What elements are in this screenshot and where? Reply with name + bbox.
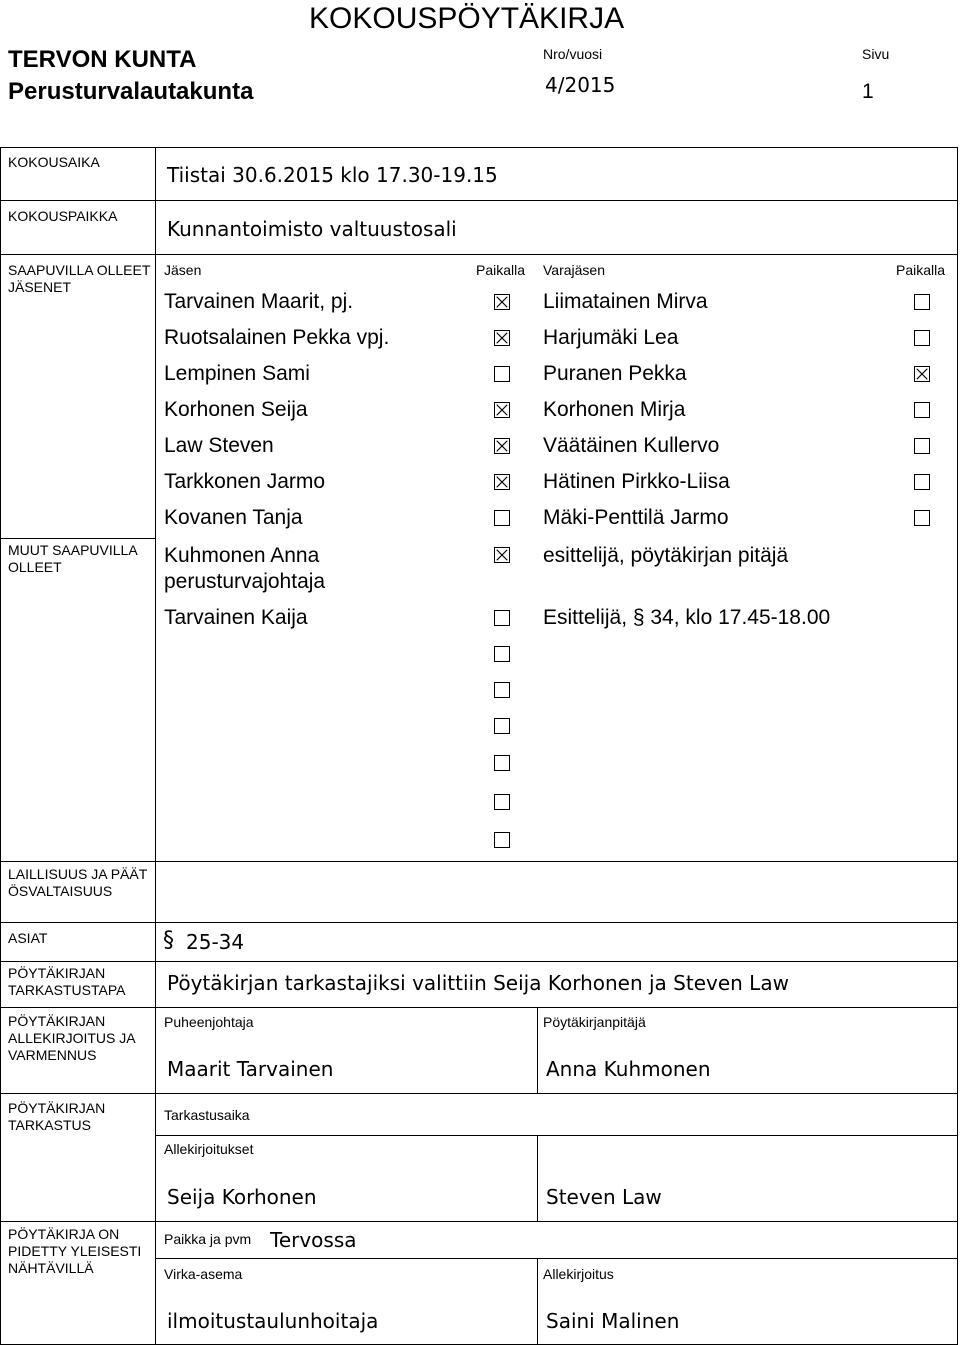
member-present-checkbox[interactable]: [494, 402, 510, 418]
other-name: Tarvainen Kaija: [164, 606, 308, 629]
place-date-value: Tervossa: [270, 1228, 357, 1252]
member-present-checkbox[interactable]: [494, 474, 510, 490]
member-name: Korhonen Seija: [164, 398, 308, 421]
deputy-column-header: Varajäsen: [543, 262, 606, 278]
chair-value: Maarit Tarvainen: [167, 1057, 334, 1081]
other-name: Kuhmonen Anna: [164, 544, 320, 567]
others-label: MUUT SAAPUVILLA OLLEET: [8, 542, 137, 575]
deputy-present-checkbox[interactable]: [914, 294, 930, 310]
member-present-checkbox[interactable]: [494, 330, 510, 346]
secretary-label: Pöytäkirjanpitäjä: [543, 1014, 646, 1030]
inspection-method-label: PÖYTÄKIRJAN TARKASTUSTAPA: [8, 965, 126, 998]
number-year-label: Nro/vuosi: [543, 46, 603, 62]
other-role: Esittelijä, § 34, klo 17.45-18.00: [543, 606, 831, 629]
deputy-name: Puranen Pekka: [543, 362, 687, 385]
public-display-label: PÖYTÄKIRJA ON PIDETTY YLEISESTI NÄHTÄVILLÄ: [8, 1226, 142, 1276]
other-present-checkbox[interactable]: [494, 547, 510, 563]
deputy-name: Hätinen Pirkko-Liisa: [543, 470, 730, 493]
member-name: Law Steven: [164, 434, 274, 457]
deputy-present-checkbox[interactable]: [914, 438, 930, 454]
document-title: KOKOUSPÖYTÄKIRJA: [309, 2, 625, 35]
deputy-present-checkbox[interactable]: [914, 402, 930, 418]
position-value: ilmoitustaulunhoitaja: [167, 1309, 379, 1333]
inspection-method-value: Pöytäkirjan tarkastajiksi valittiin Seija Korhonen ja Steven Law: [167, 971, 789, 995]
signatures-label: Allekirjoitukset: [164, 1141, 254, 1157]
member-present-checkbox[interactable]: [494, 438, 510, 454]
other-title: perusturvajohtaja: [164, 570, 326, 593]
empty-checkbox[interactable]: [494, 755, 510, 771]
members-label: SAAPUVILLA OLLEET JÄSENET: [8, 262, 151, 295]
number-year-value: 4/2015: [545, 73, 616, 97]
member-name: Ruotsalainen Pekka vpj.: [164, 326, 390, 349]
member-present-column-header: Paikalla: [476, 262, 526, 278]
inspection-label: PÖYTÄKIRJAN TARKASTUS: [8, 1100, 106, 1133]
page-number: 1: [862, 80, 874, 103]
meeting-time-value: Tiistai 30.6.2015 klo 17.30-19.15: [167, 163, 498, 187]
deputy-name: Mäki-Penttilä Jarmo: [543, 506, 729, 529]
deputy-present-checkbox[interactable]: [914, 474, 930, 490]
items-value: 25-34: [186, 930, 245, 954]
deputy-present-column-header: Paikalla: [896, 262, 946, 278]
signer-1: Seija Korhonen: [167, 1185, 317, 1209]
deputy-present-checkbox[interactable]: [914, 330, 930, 346]
empty-checkbox[interactable]: [494, 682, 510, 698]
meeting-place-value: Kunnantoimisto valtuustosali: [167, 217, 457, 241]
deputy-name: Väätäinen Kullervo: [543, 434, 720, 457]
member-present-checkbox[interactable]: [494, 510, 510, 526]
member-present-checkbox[interactable]: [494, 366, 510, 382]
empty-checkbox[interactable]: [494, 794, 510, 810]
signer-2: Steven Law: [546, 1185, 662, 1209]
municipality-name: TERVON KUNTA: [8, 46, 197, 73]
committee-name: Perusturvalautakunta: [8, 78, 254, 105]
chair-label: Puheenjohtaja: [164, 1014, 254, 1030]
items-label: ASIAT: [8, 930, 48, 946]
position-label: Virka-asema: [164, 1266, 243, 1282]
deputy-present-checkbox[interactable]: [914, 366, 930, 382]
page-label: Sivu: [862, 46, 890, 62]
empty-checkbox[interactable]: [494, 646, 510, 662]
member-name: Tarkkonen Jarmo: [164, 470, 326, 493]
meeting-time-label: KOKOUSAIKA: [8, 154, 100, 170]
section-symbol: §: [163, 928, 174, 953]
signature-label: Allekirjoitus: [543, 1266, 614, 1282]
empty-checkbox[interactable]: [494, 832, 510, 848]
secretary-value: Anna Kuhmonen: [546, 1057, 711, 1081]
other-role: esittelijä, pöytäkirjan pitäjä: [543, 544, 789, 567]
member-column-header: Jäsen: [164, 262, 202, 278]
member-present-checkbox[interactable]: [494, 294, 510, 310]
deputy-name: Korhonen Mirja: [543, 398, 686, 421]
deputy-name: Liimatainen Mirva: [543, 290, 708, 313]
member-name: Lempinen Sami: [164, 362, 310, 385]
signing-label: PÖYTÄKIRJAN ALLEKIRJOITUS JA VARMENNUS: [8, 1013, 135, 1063]
empty-checkbox[interactable]: [494, 718, 510, 734]
member-name: Tarvainen Maarit, pj.: [164, 290, 354, 313]
signature-value: Saini Malinen: [546, 1309, 680, 1333]
inspection-time-label: Tarkastusaika: [164, 1107, 250, 1123]
member-name: Kovanen Tanja: [164, 506, 303, 529]
deputy-name: Harjumäki Lea: [543, 326, 679, 349]
place-date-label: Paikka ja pvm: [164, 1231, 252, 1247]
meeting-place-label: KOKOUSPAIKKA: [8, 208, 118, 224]
legality-label: LAILLISUUS JA PÄÄTÖSVALTAISUUS: [8, 866, 148, 899]
deputy-present-checkbox[interactable]: [914, 510, 930, 526]
other-present-checkbox[interactable]: [494, 610, 510, 626]
